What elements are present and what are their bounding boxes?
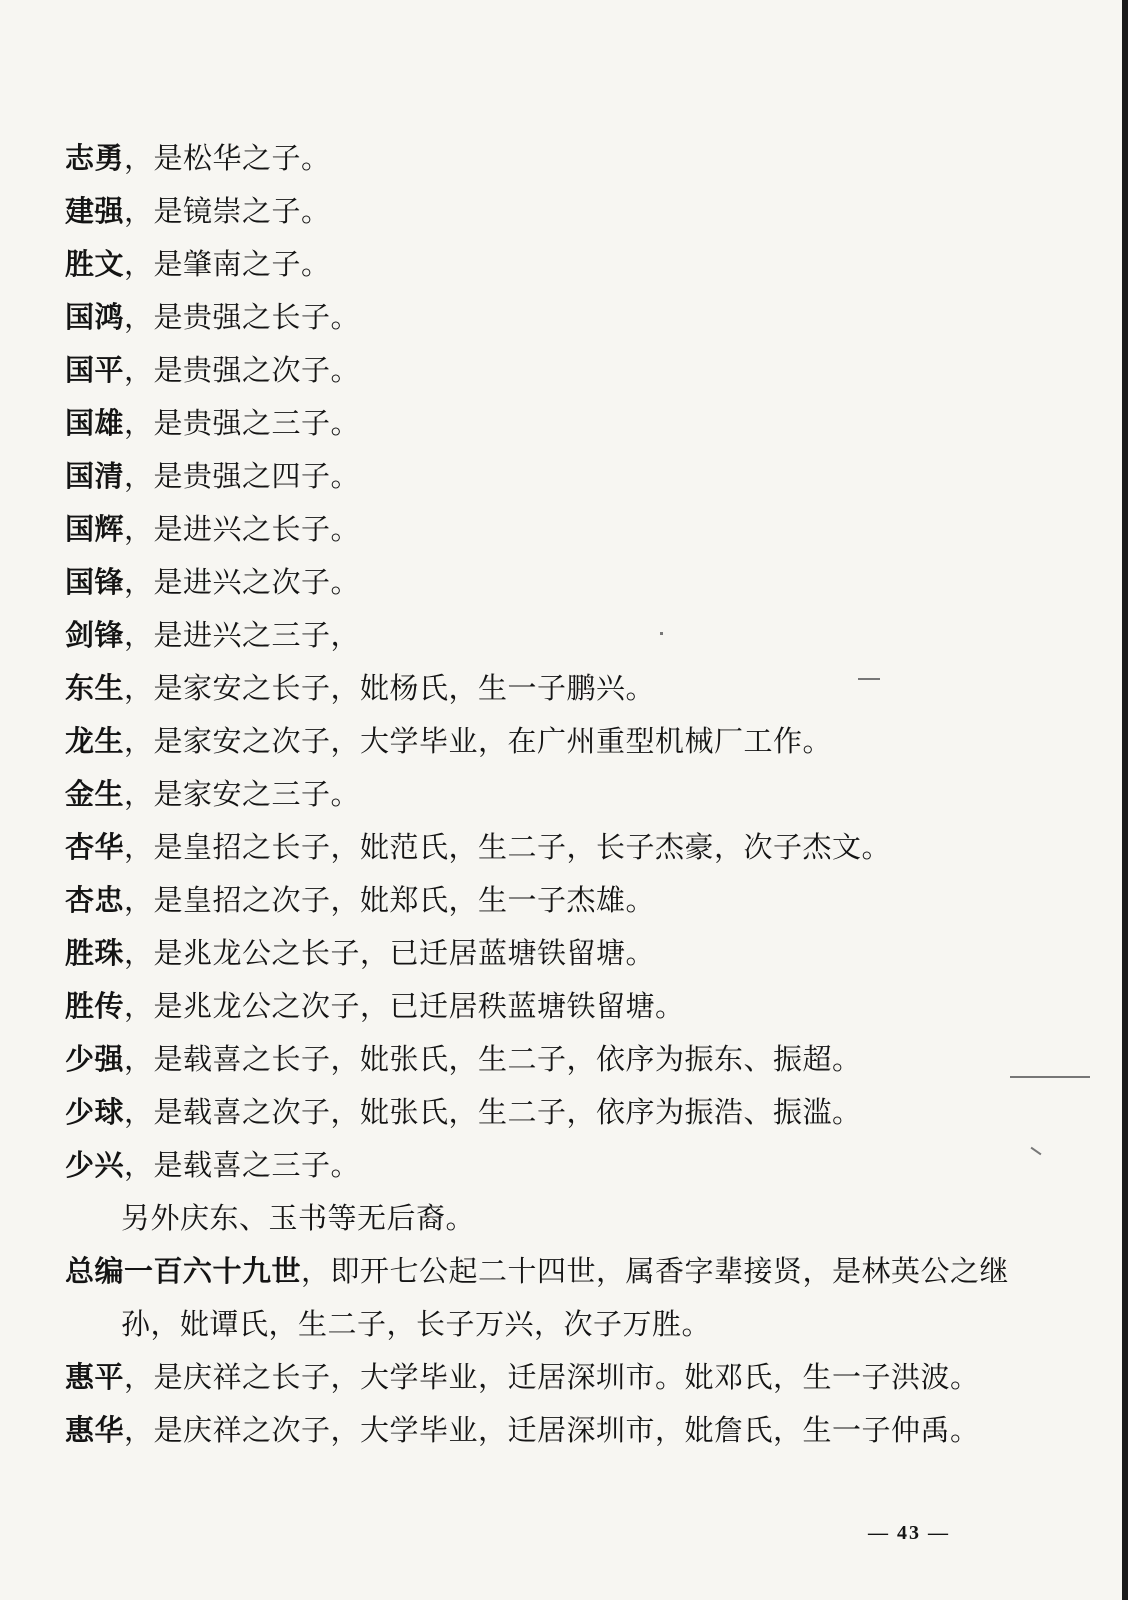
entry-name: 志勇 <box>65 141 125 175</box>
entry-line <box>65 662 1065 715</box>
entry-text: ，是进兴之次子。 <box>124 565 361 599</box>
entry-name: 国辉 <box>65 512 125 546</box>
entry-line <box>65 1139 1065 1192</box>
generation-text: ，即开七公起二十四世，属香字辈接贤，是林英公之继 <box>301 1254 1010 1288</box>
entry-line <box>65 874 1065 927</box>
entry-text: ，是兆龙公之长子，已迁居蓝塘铁留塘。 <box>124 936 656 970</box>
entry-name: 金生 <box>65 777 125 811</box>
entry-name: 胜文 <box>65 247 125 281</box>
entry-name: 少强 <box>65 1042 125 1076</box>
entry-text: ，是松华之子。 <box>124 141 331 175</box>
entry-text: ，是进兴之长子。 <box>124 512 361 546</box>
entry-name: 少兴 <box>65 1148 125 1182</box>
note-text: 另外庆东、玉书等无后裔。 <box>121 1201 476 1235</box>
entry-text: ，是兆龙公之次子，已迁居秩蓝塘铁留塘。 <box>124 989 685 1023</box>
note-line <box>65 1192 1065 1245</box>
entry-name: 建强 <box>65 194 125 228</box>
entry-text: ，是载喜之次子，妣张氏，生二子，依序为振浩、振滥。 <box>124 1095 862 1129</box>
page-number: — 43 — <box>868 1522 950 1544</box>
entry-text: ，是庆祥之长子，大学毕业，迁居深圳市。妣邓氏，生一子洪波。 <box>124 1360 980 1394</box>
entry-text: ，是镜崇之子。 <box>124 194 331 228</box>
scan-speck <box>1010 1076 1090 1078</box>
entry-line <box>65 1086 1065 1139</box>
entry-name: 胜传 <box>65 989 125 1023</box>
entry-name: 杏忠 <box>65 883 125 917</box>
entry-text: ，是皇招之次子，妣郑氏，生一子杰雄。 <box>124 883 656 917</box>
entry-name: 少球 <box>65 1095 125 1129</box>
generation-continuation: 孙，妣谭氏，生二子，长子万兴，次子万胜。 <box>121 1307 712 1341</box>
entry-text: ，是家安之三子。 <box>124 777 361 811</box>
entry-name: 国锋 <box>65 565 125 599</box>
entry-text: ，是贵强之三子。 <box>124 406 361 440</box>
entry-line <box>65 821 1065 874</box>
entry-line <box>65 132 1065 185</box>
entry-text: ，是肇南之子。 <box>124 247 331 281</box>
entry-line <box>65 291 1065 344</box>
entry-name: 国平 <box>65 353 125 387</box>
scan-speck <box>660 632 663 635</box>
entry-name: 杏华 <box>65 830 125 864</box>
entry-line <box>65 715 1065 768</box>
entry-text: ，是进兴之三子， <box>124 618 361 652</box>
entry-name: 剑锋 <box>65 618 125 652</box>
entry-text: ，是载喜之长子，妣张氏，生二子，依序为振东、振超。 <box>124 1042 862 1076</box>
entry-line <box>65 1404 1065 1457</box>
entry-line <box>65 980 1065 1033</box>
entry-line <box>65 609 1065 662</box>
entry-name: 惠平 <box>65 1360 125 1394</box>
entry-name: 国鸿 <box>65 300 125 334</box>
genealogy-entries <box>65 132 1065 1457</box>
scan-edge <box>1122 0 1128 1600</box>
entry-line <box>65 556 1065 609</box>
entry-name: 惠华 <box>65 1413 125 1447</box>
entry-line <box>65 1351 1065 1404</box>
entry-name: 龙生 <box>65 724 125 758</box>
entry-text: ，是庆祥之次子，大学毕业，迁居深圳市，妣詹氏，生一子仲禹。 <box>124 1413 980 1447</box>
entry-line <box>65 503 1065 556</box>
entry-text: ，是皇招之长子，妣范氏，生二子，长子杰豪，次子杰文。 <box>124 830 892 864</box>
entry-name: 东生 <box>65 671 125 705</box>
entry-line <box>65 344 1065 397</box>
entry-name: 国雄 <box>65 406 125 440</box>
entry-text: ，是贵强之次子。 <box>124 353 361 387</box>
generation-line <box>65 1245 1065 1298</box>
entry-text: ，是贵强之长子。 <box>124 300 361 334</box>
generation-continuation-line <box>65 1298 1065 1351</box>
entry-line <box>65 450 1065 503</box>
entry-name: 胜珠 <box>65 936 125 970</box>
entry-line <box>65 238 1065 291</box>
entry-text: ，是家安之次子，大学毕业，在广州重型机械厂工作。 <box>124 724 833 758</box>
entry-line <box>65 397 1065 450</box>
entry-text: ，是贵强之四子。 <box>124 459 361 493</box>
entry-text: ，是载喜之三子。 <box>124 1148 361 1182</box>
entry-line <box>65 1033 1065 1086</box>
entry-name: 国清 <box>65 459 125 493</box>
entry-line <box>65 768 1065 821</box>
entry-text: ，是家安之长子，妣杨氏，生一子鹏兴。 <box>124 671 656 705</box>
generation-heading: 总编一百六十九世 <box>65 1254 302 1288</box>
entry-line <box>65 927 1065 980</box>
entry-line <box>65 185 1065 238</box>
scan-speck <box>858 678 880 680</box>
